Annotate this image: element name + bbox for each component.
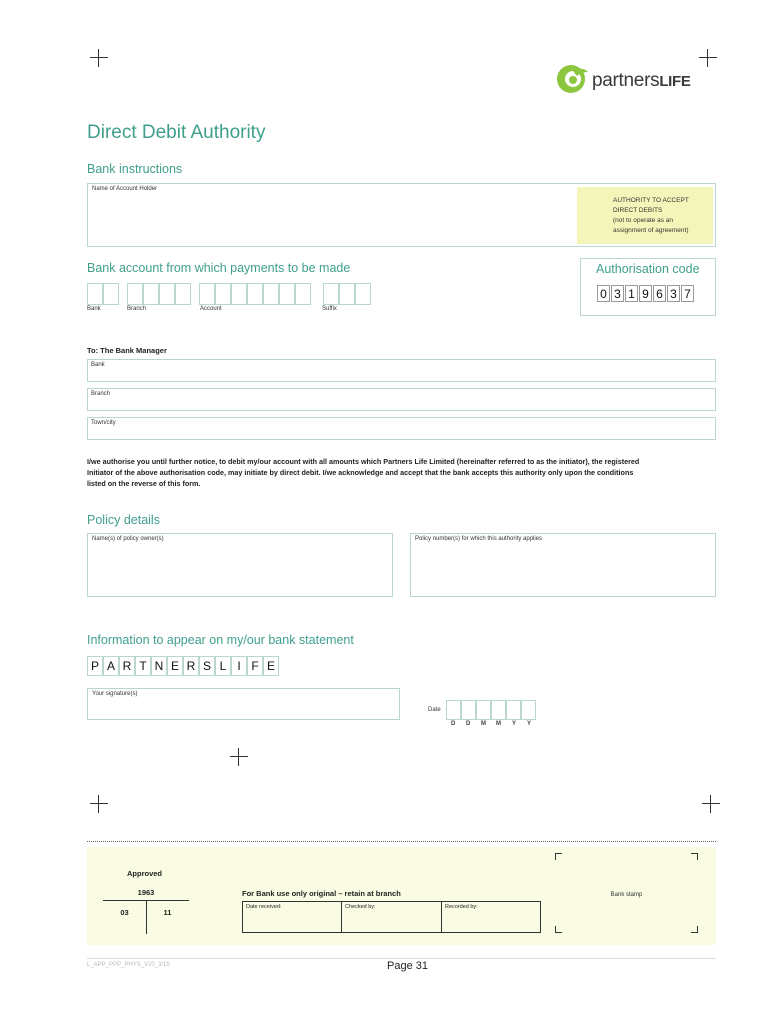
signature-label: Your signature(s) bbox=[92, 691, 138, 697]
authority-note-line-3: (not to operate as an bbox=[613, 217, 673, 224]
statement-letter: N bbox=[151, 656, 167, 676]
statement-info-heading: Information to appear on my/our bank statement bbox=[87, 633, 354, 647]
date-format-char: M bbox=[481, 721, 486, 727]
crop-mark-bottom-right bbox=[702, 795, 720, 813]
branch-name-field[interactable] bbox=[87, 388, 716, 411]
crop-mark-top-left bbox=[90, 49, 108, 67]
statement-letter: R bbox=[119, 656, 135, 676]
date-format-char: Y bbox=[527, 721, 532, 727]
stamp-corner-top-right bbox=[691, 853, 698, 860]
statement-letter: E bbox=[263, 656, 279, 676]
bank-label: Bank bbox=[87, 306, 101, 312]
policy-number-field[interactable] bbox=[410, 533, 716, 597]
bank-stamp-label: Bank stamp bbox=[610, 892, 643, 898]
authorisation-code-box bbox=[580, 258, 716, 316]
recorded-by-label: Recorded by: bbox=[445, 904, 478, 910]
approved-vertical-divider bbox=[146, 900, 147, 934]
date-format-hint bbox=[446, 721, 538, 731]
authority-note-line-1: AUTHORITY TO ACCEPT bbox=[613, 197, 689, 204]
crop-mark-bottom-left bbox=[90, 795, 108, 813]
stamp-corner-bottom-left bbox=[555, 926, 562, 933]
branch-label: Branch bbox=[127, 306, 147, 312]
footer-divider bbox=[87, 958, 716, 959]
date-field[interactable] bbox=[446, 700, 538, 721]
date-label: Date bbox=[428, 707, 441, 713]
partners-life-logo bbox=[556, 62, 721, 98]
authorisation-statement bbox=[87, 456, 717, 489]
date-format-char: M bbox=[496, 721, 501, 727]
account-label: Account bbox=[200, 306, 222, 312]
authority-note-line-2: DIRECT DEBITS bbox=[613, 207, 663, 214]
date-format-char: D bbox=[466, 721, 471, 727]
code-digit: 3 bbox=[667, 285, 680, 302]
approved-year: 1963 bbox=[137, 888, 155, 897]
bank-name-label: Bank bbox=[91, 362, 105, 368]
statement-letter: P bbox=[87, 656, 103, 676]
statement-letter: I bbox=[231, 656, 247, 676]
code-digit: 1 bbox=[625, 285, 638, 302]
account-holder-field[interactable] bbox=[87, 183, 716, 247]
account-holder-label: Name of Account Holder bbox=[92, 186, 158, 192]
statement-letter: A bbox=[103, 656, 119, 676]
crop-mark-center bbox=[230, 748, 248, 766]
approved-label: Approved bbox=[127, 869, 163, 878]
bank-name-field[interactable] bbox=[87, 359, 716, 382]
statement-letter: T bbox=[135, 656, 151, 676]
statement-letter: F bbox=[247, 656, 263, 676]
policy-owner-label: Name(s) of policy owner(s) bbox=[92, 536, 164, 542]
logo-leaf-icon bbox=[556, 62, 590, 96]
signature-field[interactable] bbox=[87, 688, 400, 720]
bank-manager-heading: To: The Bank Manager bbox=[87, 346, 167, 355]
branch-name-label: Branch bbox=[91, 391, 111, 397]
code-digit: 6 bbox=[653, 285, 666, 302]
authorisation-code-digits bbox=[597, 285, 702, 303]
authorisation-statement-line-2: Initiator of the above authorisation code, may initiate by direct debit. I/we acknowledge and accept that the bank accepts this authority only upon the conditions bbox=[87, 468, 634, 477]
stamp-corner-bottom-right bbox=[691, 926, 698, 933]
bank-use-section bbox=[87, 847, 716, 945]
bank-use-table bbox=[242, 901, 541, 933]
authorisation-statement-line-3: listed on the reverse of this form. bbox=[87, 479, 201, 488]
checked-by-cell[interactable] bbox=[342, 902, 442, 932]
bank-use-heading: For Bank use only original – retain at branch bbox=[242, 889, 401, 898]
stamp-corner-top-left bbox=[555, 853, 562, 860]
policy-number-label: Policy number(s) for which this authority applies bbox=[415, 536, 543, 542]
page-title: Direct Debit Authority bbox=[87, 122, 266, 143]
authorisation-code-heading: Authorisation code bbox=[596, 262, 700, 276]
date-format-char: D bbox=[451, 721, 456, 727]
authority-note bbox=[577, 187, 713, 244]
approved-right-value: 11 bbox=[163, 908, 172, 917]
authorisation-statement-line-1: I/we authorise you until further notice, to debit my/our account with all amounts which Partners Life Limited (hereinafter referred to as the initiator), the registered bbox=[87, 457, 640, 466]
bank-account-number-field[interactable] bbox=[87, 283, 377, 307]
approved-left-value: 03 bbox=[120, 908, 129, 917]
code-digit: 9 bbox=[639, 285, 652, 302]
date-received-label: Date received: bbox=[246, 904, 282, 910]
cut-line bbox=[87, 841, 716, 842]
logo-text: partnersLIFE bbox=[592, 70, 691, 91]
town-city-label: Town/city bbox=[91, 420, 116, 426]
town-city-field[interactable] bbox=[87, 417, 716, 440]
code-digit: 0 bbox=[597, 285, 610, 302]
suffix-label: Suffix bbox=[322, 306, 337, 312]
date-format-char: Y bbox=[512, 721, 517, 727]
recorded-by-cell[interactable] bbox=[442, 902, 540, 932]
bank-instructions-heading: Bank instructions bbox=[87, 162, 183, 176]
code-digit: 3 bbox=[611, 285, 624, 302]
date-received-cell[interactable] bbox=[243, 902, 342, 932]
statement-letter: R bbox=[183, 656, 199, 676]
statement-letter: E bbox=[167, 656, 183, 676]
code-digit: 7 bbox=[681, 285, 694, 302]
statement-reference-letters bbox=[87, 656, 287, 677]
authority-note-line-4: assignment of agreement) bbox=[613, 227, 689, 234]
statement-letter: L bbox=[215, 656, 231, 676]
page-number: Page 31 bbox=[387, 960, 428, 972]
policy-details-heading: Policy details bbox=[87, 513, 160, 527]
statement-letter: S bbox=[199, 656, 215, 676]
checked-by-label: Checked by: bbox=[345, 904, 376, 910]
form-code: L_APP_PPP_PHYS_V20_3/15 bbox=[87, 962, 170, 968]
policy-owner-field[interactable] bbox=[87, 533, 393, 597]
bank-account-heading: Bank account from which payments to be made bbox=[87, 261, 351, 275]
